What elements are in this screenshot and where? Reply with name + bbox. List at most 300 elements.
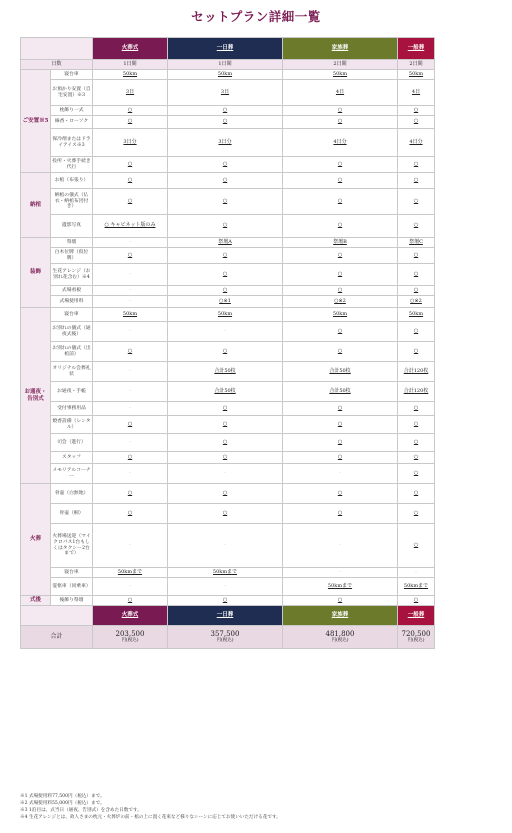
plan-cell-value: 3日分: [218, 138, 232, 145]
plan-cell-value: ○: [127, 420, 133, 427]
plan-cell: [168, 173, 283, 189]
tax-label: 円(税込): [331, 638, 349, 644]
plan-cell: [93, 362, 168, 382]
plan-row: [21, 173, 435, 189]
plan-cell: [398, 129, 435, 157]
plan-cell: [168, 524, 283, 568]
plan-cell-value: -: [224, 327, 226, 334]
plan-cell-value: ○※1: [219, 297, 231, 304]
plan-cell-value: -: [129, 327, 131, 334]
plan-cell: [93, 70, 168, 80]
plan-cell-value: ○: [413, 469, 419, 476]
plan-cell-value: 50kmまで: [327, 582, 353, 589]
plan-row: [21, 80, 435, 106]
plan-cell: [283, 286, 398, 296]
feature-label: メモリアルコーナー: [51, 464, 93, 484]
plan-cell-value: ○: [413, 438, 419, 445]
plan-cell-value: ○: [127, 106, 133, 113]
plan-cell-value: ○: [337, 106, 343, 113]
plan-cell-value: ○: [413, 489, 419, 496]
plan-cell-value: ○: [222, 197, 228, 204]
plan-cell-value: -: [129, 297, 131, 304]
plan-cell-value: ○: [222, 222, 228, 229]
plan-cell-value: ○: [127, 160, 133, 167]
plan-cell-value: ○: [222, 489, 228, 496]
plan-cell: [93, 157, 168, 173]
plan-cell-value: 4日: [411, 88, 421, 95]
plan-cell-value: 50km: [217, 70, 233, 77]
plan-row: [21, 382, 435, 402]
plan-cell: [398, 116, 435, 129]
feature-label: お別れの儀式（出棺前）: [51, 342, 93, 362]
plan-cell: [283, 264, 398, 286]
plan-cell: [398, 286, 435, 296]
plan-cell: [93, 296, 168, 308]
feature-label: 司会（進行）: [51, 434, 93, 452]
plan-cell: [93, 80, 168, 106]
plan-cell-value: -: [129, 270, 131, 277]
total-label: 合計: [21, 626, 93, 649]
plan-cell: [398, 322, 435, 342]
total-row: [21, 626, 435, 649]
feature-label: 寝台車: [51, 70, 93, 80]
plan-cell-value: ○: [337, 509, 343, 516]
plan-cell-value: ○: [413, 286, 419, 293]
days-row: [21, 60, 435, 70]
total-cell: [168, 626, 283, 649]
plan-cell-value: ○: [222, 347, 228, 354]
plan-cell: [398, 173, 435, 189]
plan-cell-value: 50km: [122, 70, 138, 77]
plan-footer-cremation[interactable]: 火葬式: [93, 606, 168, 626]
plan-cell: [283, 484, 398, 504]
plan-cell: [283, 80, 398, 106]
plan-cell: [283, 362, 398, 382]
plan-row: [21, 70, 435, 80]
plan-cell: [168, 70, 283, 80]
plan-cell: [93, 504, 168, 524]
plan-cell: [168, 286, 283, 296]
plan-cell-value: 50km: [408, 70, 424, 77]
plan-cell-value: ○: [337, 489, 343, 496]
plan-cell: [283, 296, 398, 308]
section-label: 火葬: [21, 484, 51, 596]
plan-cell: [283, 248, 398, 264]
plan-row: [21, 157, 435, 173]
days-value: 2日間: [283, 60, 398, 70]
plan-cell: [283, 308, 398, 322]
plan-cell-value: ○: [127, 347, 133, 354]
plan-cell: [398, 568, 435, 578]
plan-cell-value: ○: [413, 176, 419, 183]
plan-cell: [93, 173, 168, 189]
plan-cell-value: 4日: [335, 88, 345, 95]
plan-cell: [398, 248, 435, 264]
plan-cell-value: ○: [413, 118, 419, 125]
plan-cell-value: ○: [127, 453, 133, 460]
plan-cell: [283, 434, 398, 452]
feature-label: 役所・火葬手続き代行: [51, 157, 93, 173]
plan-cell: [93, 129, 168, 157]
plan-cell-value: 50kmまで: [117, 568, 143, 575]
total-amount: 203,500: [115, 630, 145, 639]
plan-cell: [168, 402, 283, 416]
plan-cell-value: ○: [127, 509, 133, 516]
plan-cell: [168, 452, 283, 464]
plan-cell-value: ○: [222, 596, 228, 603]
feature-label: お別れの儀式（通夜式後）: [51, 322, 93, 342]
plan-cell-value: ○: [222, 509, 228, 516]
plan-cell-value: ○: [413, 197, 419, 204]
plan-cell: [93, 264, 168, 286]
plan-cell-value: -: [129, 582, 131, 589]
plan-cell: [93, 116, 168, 129]
plan-cell-value: 50kmまで: [212, 568, 238, 575]
footnotes: [20, 793, 500, 821]
plan-cell: [168, 189, 283, 215]
plan-cell: [168, 362, 283, 382]
plan-cell: [168, 296, 283, 308]
plan-cell: [168, 596, 283, 606]
plan-cell: [283, 402, 398, 416]
plan-cell-value: ○: [337, 118, 343, 125]
plan-cell: [93, 402, 168, 416]
plan-cell-value: ○: [337, 347, 343, 354]
plan-cell: [398, 189, 435, 215]
plan-cell: [398, 362, 435, 382]
plan-cell-value: ○: [337, 270, 343, 277]
plan-cell-value: ○: [413, 251, 419, 258]
plan-cell-value: ○: [337, 453, 343, 460]
plan-row: [21, 189, 435, 215]
plan-cell-value: 合計50枚: [329, 367, 351, 374]
plan-cell-value: 3日分: [123, 138, 137, 145]
plan-cell: [93, 382, 168, 402]
plan-cell: [93, 596, 168, 606]
total-cell: [93, 626, 168, 649]
plan-cell-value: 祭壇B: [333, 238, 347, 245]
plan-cell-value: ○: [413, 106, 419, 113]
plan-cell-value: -: [129, 367, 131, 374]
plan-row: [21, 578, 435, 596]
plan-cell-value: ○: [413, 453, 419, 460]
plan-cell-value: -: [129, 438, 131, 445]
plan-cell-value: 合計50枚: [329, 387, 351, 394]
plan-cell-value: ○: [337, 251, 343, 258]
feature-label: 線香・ローソク: [51, 116, 93, 129]
plan-cell-value: ○: [413, 420, 419, 427]
plan-cell-value: -: [129, 387, 131, 394]
plan-cell: [398, 106, 435, 116]
footnote: ※4 生花アレンジとは、故人さまの枕元・火葬炉の前・棺の上に置く花束など様々なシーンに応じてお使いいただける花です。: [20, 815, 281, 820]
plan-cell-value: ○: [222, 251, 228, 258]
plan-row: [21, 264, 435, 286]
plan-cell-value: ○: [222, 118, 228, 125]
tax-label: 円(税込): [216, 638, 234, 644]
total-amount: 481,800: [325, 630, 355, 639]
plan-row: [21, 129, 435, 157]
plan-cell-value: ○: [337, 286, 343, 293]
plan-cell: [398, 70, 435, 80]
plan-cell-value: ○: [222, 286, 228, 293]
plan-cell: [93, 568, 168, 578]
feature-label: 納棺の儀式（仏衣・納棺布団付き）: [51, 189, 93, 215]
plan-cell: [168, 116, 283, 129]
plan-cell-value: ○: [337, 197, 343, 204]
feature-label: 後飾り祭壇: [51, 596, 93, 606]
section-label: 式後: [21, 596, 51, 606]
plan-cell-value: ○: [127, 176, 133, 183]
plan-cell: [283, 342, 398, 362]
plan-row: [21, 106, 435, 116]
plan-cell: [168, 578, 283, 596]
plan-row: [21, 286, 435, 296]
feature-label: 枕飾り一式: [51, 106, 93, 116]
feature-label: 受付事務用品: [51, 402, 93, 416]
feature-label: 祭壇: [51, 238, 93, 248]
plan-cell-value: ○: [413, 404, 419, 411]
section-label: お通夜・告別式: [21, 308, 51, 484]
plan-header-row: [21, 38, 435, 60]
plan-cell-value: ○: [222, 453, 228, 460]
plan-cell-value: ○: [413, 541, 419, 548]
plan-cell: [283, 382, 398, 402]
plan-row: [21, 568, 435, 578]
plan-cell-value: -: [224, 469, 226, 476]
section-label: 納棺: [21, 173, 51, 238]
plan-cell: [398, 434, 435, 452]
plan-cell-value: -: [415, 568, 417, 575]
plan-cell-value: ○: [337, 160, 343, 167]
plan-cell: [93, 248, 168, 264]
plan-cell: [93, 308, 168, 322]
plan-cell-value: ○: [413, 509, 419, 516]
plan-cell-value: 50km: [408, 310, 424, 317]
page-title: セットプラン詳細一覧: [191, 9, 321, 24]
plan-cell: [283, 157, 398, 173]
plan-row: [21, 238, 435, 248]
plan-cell-value: ○: [222, 160, 228, 167]
plan-cell: [283, 596, 398, 606]
feature-label: 保冷剤またはドライアイス※3: [51, 129, 93, 157]
plan-cell: [283, 504, 398, 524]
plan-cell-value: 合計50枚: [214, 387, 236, 394]
plan-cell-value: 祭壇C: [409, 238, 423, 245]
plan-header-cremation[interactable]: 火葬式: [93, 38, 168, 60]
footnote: ※3 1泊目は、式当日（通夜、告別式）を含めた日数です。: [20, 808, 142, 813]
plan-cell: [398, 382, 435, 402]
plan-cell-value: -: [224, 582, 226, 589]
plan-cell: [283, 524, 398, 568]
plan-cell: [168, 215, 283, 238]
plan-cell-value: 50km: [332, 310, 348, 317]
plan-cell: [398, 215, 435, 238]
plan-cell: [398, 596, 435, 606]
plan-cell-value: -: [129, 541, 131, 548]
plan-cell-value: 4日分: [409, 138, 423, 145]
plan-cell-value: ○: [127, 596, 133, 603]
total-amount: 357,500: [210, 630, 240, 639]
plan-cell: [398, 484, 435, 504]
plan-header-general[interactable]: 一般葬: [398, 38, 435, 60]
plan-cell: [168, 157, 283, 173]
plan-cell: [398, 264, 435, 286]
section-label: 装飾: [21, 238, 51, 308]
plan-cell: [168, 264, 283, 286]
plan-cell: [283, 238, 398, 248]
plan-cell: [283, 173, 398, 189]
days-label: 日数: [21, 60, 93, 70]
plan-cell: [283, 464, 398, 484]
plan-cell: [283, 452, 398, 464]
plan-cell-value: ○: [127, 197, 133, 204]
plan-cell: [93, 434, 168, 452]
plan-cell: [168, 238, 283, 248]
plan-cell-value: ○: [413, 222, 419, 229]
plan-cell-value: ○: [337, 404, 343, 411]
plan-cell-value: ○: [413, 347, 419, 354]
plan-row: [21, 452, 435, 464]
plan-cell-value: 3日: [125, 88, 135, 95]
feature-label: 生花アレンジ（お別れ花含む）※4: [51, 264, 93, 286]
plan-cell: [168, 129, 283, 157]
feature-label: 焼香設備（レンタル）: [51, 416, 93, 434]
plan-cell-value: 合計50枚: [214, 367, 236, 374]
plan-cell: [398, 238, 435, 248]
feature-label: 遺影写真: [51, 215, 93, 238]
feature-label: 骨壷（白無地）: [51, 484, 93, 504]
tax-label: 円(税込): [121, 638, 139, 644]
plan-cell: [93, 416, 168, 434]
plan-cell: [168, 342, 283, 362]
plan-cell: [398, 504, 435, 524]
plan-row: [21, 308, 435, 322]
plan-cell-value: -: [339, 469, 341, 476]
plan-cell: [168, 80, 283, 106]
plan-cell: [398, 308, 435, 322]
plan-row: [21, 402, 435, 416]
feature-label: 火葬場送迎（マイクロバス1台もしくはタクシー2台まで）: [51, 524, 93, 568]
plan-cell: [398, 342, 435, 362]
plan-cell-value: ○※2: [410, 297, 422, 304]
feature-label: 白木位牌（仮位牌）: [51, 248, 93, 264]
tax-label: 円(税込): [407, 638, 425, 644]
plan-cell-value: ○ キャビネット版のみ: [104, 222, 156, 229]
footnote: ※1 式場使用料77,500円（税込）まで。: [20, 794, 105, 799]
plan-cell: [93, 238, 168, 248]
feature-label: 式場使用料: [51, 296, 93, 308]
feature-label: お通夜・手帳: [51, 382, 93, 402]
feature-label: オリジナル会葬礼状: [51, 362, 93, 382]
plan-cell: [398, 464, 435, 484]
plan-cell-value: ○: [337, 222, 343, 229]
plan-cell: [93, 452, 168, 464]
plan-cell: [398, 80, 435, 106]
plan-cell-value: -: [224, 541, 226, 548]
plan-row: [21, 504, 435, 524]
plan-cell-value: ○: [413, 596, 419, 603]
plan-cell-value: ○: [413, 270, 419, 277]
plan-cell: [398, 524, 435, 568]
feature-label: 式場看板: [51, 286, 93, 296]
plan-cell: [93, 189, 168, 215]
plan-cell-value: 50km: [217, 310, 233, 317]
plan-cell: [93, 464, 168, 484]
plan-cell-value: ○: [127, 118, 133, 125]
plan-cell: [93, 215, 168, 238]
plan-row: [21, 342, 435, 362]
plan-cell: [283, 416, 398, 434]
plan-cell: [168, 308, 283, 322]
plan-cell: [283, 568, 398, 578]
plan-cell: [168, 464, 283, 484]
plan-cell-value: -: [129, 404, 131, 411]
footnote: ※2 式場使用料55,000円（税込）まで。: [20, 801, 105, 806]
plan-cell: [283, 215, 398, 238]
plan-footer-general[interactable]: 一般葬: [398, 606, 435, 626]
plan-cell: [398, 157, 435, 173]
plan-cell-value: ○: [222, 404, 228, 411]
plan-cell: [398, 452, 435, 464]
plan-cell-value: ○: [222, 270, 228, 277]
total-cell: [283, 626, 398, 649]
plan-cell: [168, 434, 283, 452]
plan-comparison-table: [20, 37, 435, 649]
plan-cell: [398, 416, 435, 434]
plan-cell-value: ○: [337, 596, 343, 603]
plan-cell-value: ○: [222, 176, 228, 183]
plan-cell: [93, 106, 168, 116]
plan-cell: [283, 116, 398, 129]
plan-cell: [93, 322, 168, 342]
plan-row: [21, 362, 435, 382]
feature-label: スタッフ: [51, 452, 93, 464]
plan-cell: [168, 248, 283, 264]
plan-cell-value: 合計120枚: [403, 367, 429, 374]
plan-cell-value: ○※2: [334, 297, 346, 304]
plan-cell: [168, 322, 283, 342]
plan-cell-value: 合計120枚: [403, 387, 429, 394]
plan-cell: [283, 129, 398, 157]
plan-cell: [283, 70, 398, 80]
plan-cell-value: ○: [127, 489, 133, 496]
plan-cell-value: -: [129, 286, 131, 293]
feature-label: お預かり安置（自宅安置）※3: [51, 80, 93, 106]
plan-cell-value: 50km: [332, 70, 348, 77]
plan-cell: [93, 524, 168, 568]
plan-footer-family[interactable]: 家族葬: [283, 606, 398, 626]
plan-cell: [398, 402, 435, 416]
feature-label: 骨壷（桐）: [51, 504, 93, 524]
plan-cell: [168, 416, 283, 434]
section-label: ご安置※5: [21, 70, 51, 173]
plan-row: [21, 215, 435, 238]
plan-cell-value: 50kmまで: [403, 582, 429, 589]
plan-cell-value: ○: [222, 420, 228, 427]
plan-header-one-day[interactable]: 一日葬: [168, 38, 283, 60]
plan-header-family[interactable]: 家族葬: [283, 38, 398, 60]
plan-cell: [168, 504, 283, 524]
plan-cell-value: -: [129, 469, 131, 476]
feature-label: お棺（布張り）: [51, 173, 93, 189]
plan-footer-one-day[interactable]: 一日葬: [168, 606, 283, 626]
plan-cell: [168, 382, 283, 402]
total-amount: 720,500: [401, 630, 431, 639]
plan-cell-value: ○: [222, 106, 228, 113]
plan-row: [21, 596, 435, 606]
plan-cell: [398, 296, 435, 308]
plan-cell: [93, 578, 168, 596]
